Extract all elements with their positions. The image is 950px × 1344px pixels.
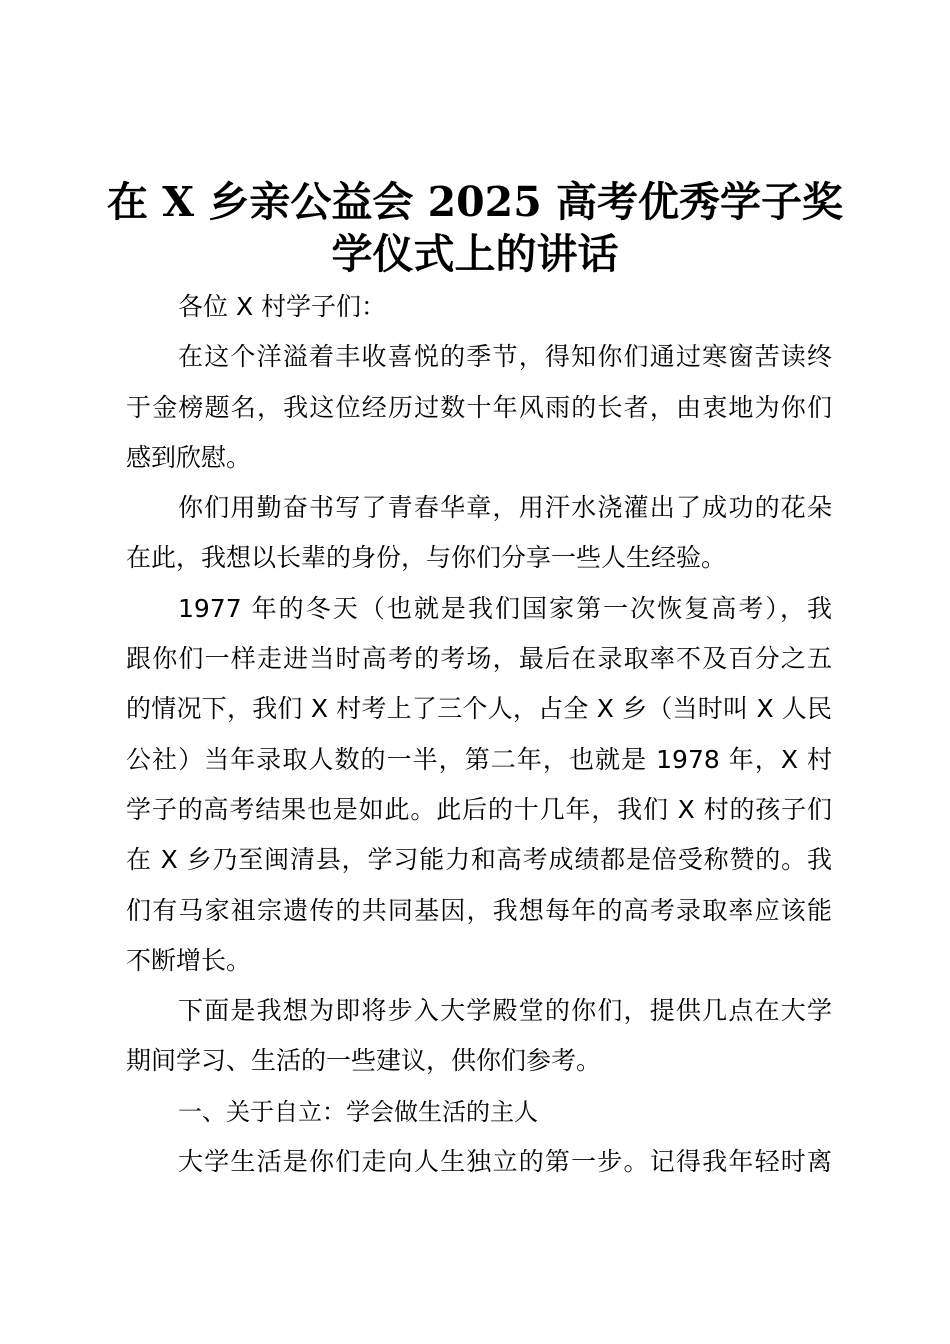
paragraph-line: 的情况下，我们 X 村考上了三个人，占全 X 乡（当时叫 X 人民: [126, 694, 832, 724]
paragraph-3: [126, 584, 832, 986]
paragraph-line: 1977 年的冬天（也就是我们国家第一次恢复高考），我: [178, 593, 832, 623]
salutation-line: 各位 X 村学子们：: [178, 292, 387, 321]
paragraph-line: 跟你们一样走进当时高考的考场，最后在录取率不及百分之五: [126, 644, 832, 674]
paragraph-line: 们有马家祖宗遗传的共同基因，我想每年的高考录取率应该能: [126, 895, 832, 925]
paragraph-line: 学子的高考结果也是如此。此后的十几年，我们 X 村的孩子们: [126, 794, 832, 824]
paragraph-line: 大学生活是你们走向人生独立的第一步。记得我年轻时离: [178, 1147, 832, 1177]
paragraph-4: [126, 986, 832, 1087]
paragraph-line: 下面是我想为即将步入大学殿堂的你们，提供几点在大学: [178, 996, 832, 1026]
paragraph-line: 感到欣慰。: [126, 442, 252, 472]
paragraph-line: 不断增长。: [126, 945, 252, 975]
title-line-2: 学仪式上的讲话: [331, 230, 619, 278]
salutation: [126, 282, 832, 332]
title-line-1: 在 X 乡亲公益会 2025 高考优秀学子奖: [106, 178, 844, 226]
paragraph-line: 在此，我想以长辈的身份，与你们分享一些人生经验。: [126, 543, 727, 573]
paragraph-2: [126, 483, 832, 584]
section-heading-text: 一、关于自立：学会做生活的主人: [178, 1097, 538, 1126]
paragraph-line: 于金榜题名，我这位经历过数十年风雨的长者，由衷地为你们: [126, 392, 832, 422]
paragraph-1: [126, 332, 832, 483]
paragraph-5: [126, 1137, 832, 1187]
paragraph-line: 在这个洋溢着丰收喜悦的季节，得知你们通过寒窗苦读终: [178, 342, 832, 372]
paragraph-line: 公社）当年录取人数的一半，第二年，也就是 1978 年，X 村: [126, 744, 832, 774]
paragraph-line: 期间学习、生活的一些建议，供你们参考。: [126, 1046, 602, 1076]
section-heading: [126, 1087, 832, 1137]
document-title: [100, 176, 850, 280]
paragraph-line: 在 X 乡乃至闽清县，学习能力和高考成绩都是倍受称赞的。我: [126, 845, 832, 875]
paragraph-line: 你们用勤奋书写了青春华章，用汗水浇灌出了成功的花朵: [178, 493, 832, 523]
document-body: [126, 282, 832, 1187]
